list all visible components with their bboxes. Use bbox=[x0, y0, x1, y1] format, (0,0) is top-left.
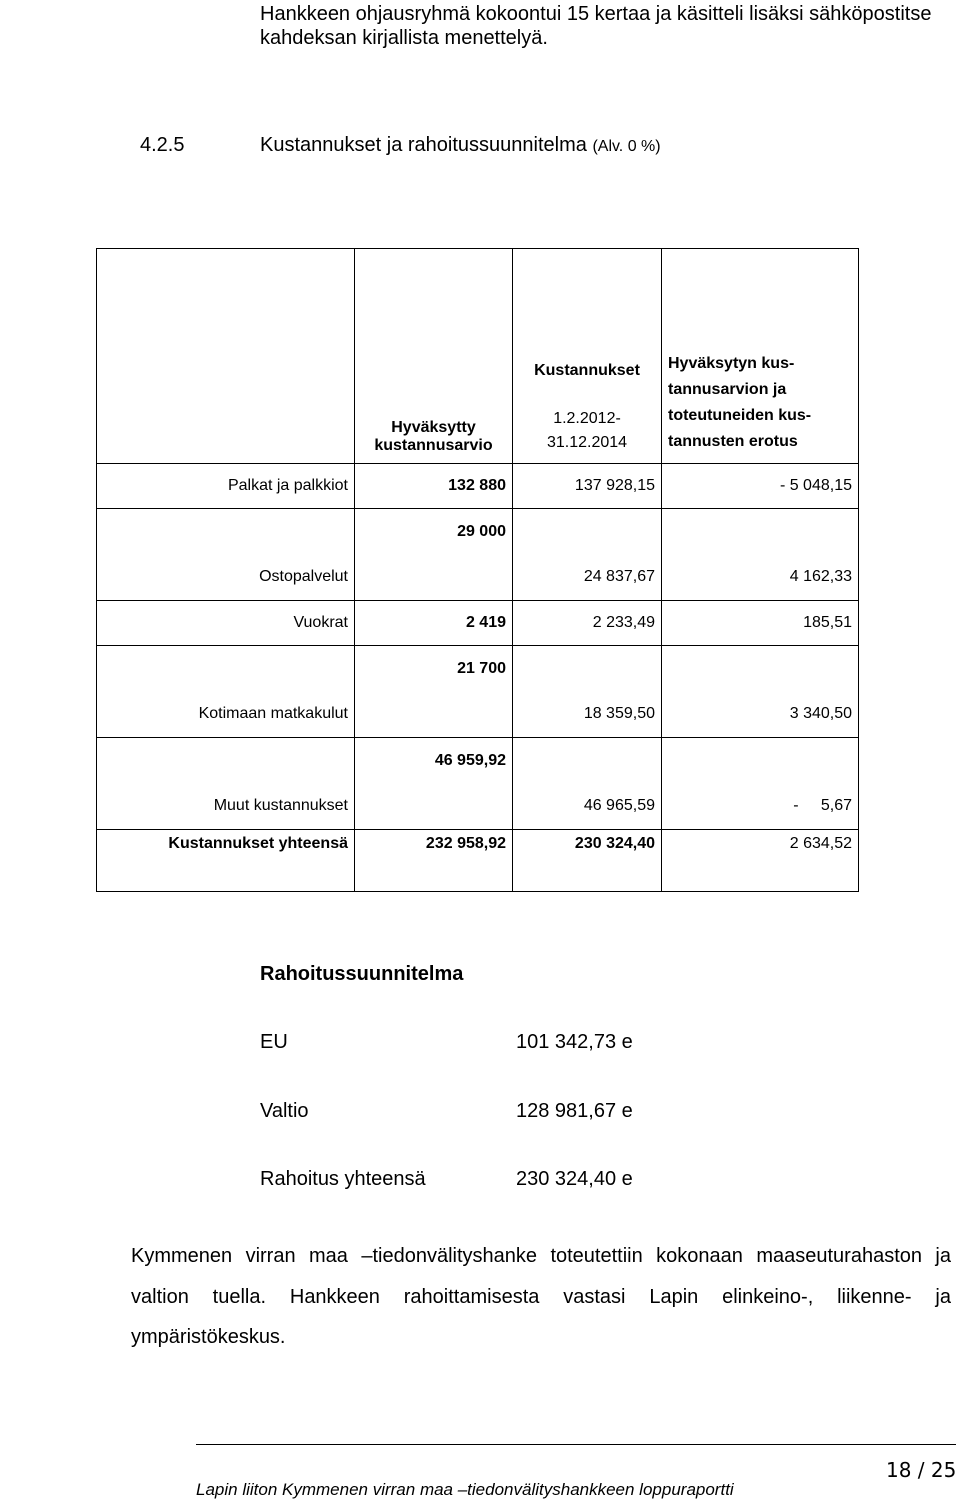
row-budget bbox=[355, 784, 513, 830]
row-diff: 4 162,33 bbox=[662, 555, 859, 601]
header-costs bbox=[513, 249, 662, 464]
total-costs: 230 324,40 bbox=[513, 830, 662, 892]
table-row bbox=[97, 738, 859, 784]
section-title: Kustannukset ja rahoitussuunnitelma bbox=[260, 134, 587, 156]
closing-paragraph: Kymmenen virran maa –tiedonvälityshanke toteutettiin kokonaan maaseuturahaston ja valtion tuella. Hankkeen rahoittamisesta vastasi Lapin elinkeino-, liikenne- ja ympäristökeskus. bbox=[131, 1245, 951, 1348]
financing-label-total: Rahoitus yhteensä bbox=[260, 1168, 426, 1190]
row-label bbox=[97, 509, 355, 555]
header-diff-line2: tannusarvion ja bbox=[668, 381, 787, 398]
header-costs-line3: 31.12.2014 bbox=[546, 434, 628, 451]
table-row bbox=[97, 646, 859, 692]
section-title-line bbox=[260, 134, 661, 157]
header-diff-line3: toteutuneiden kus- bbox=[668, 407, 812, 424]
header-costs-line2: 1.2.2012- bbox=[553, 410, 621, 427]
footer-divider bbox=[196, 1444, 956, 1445]
header-budget-line1: Hyväksytty bbox=[391, 419, 476, 436]
table-row bbox=[97, 601, 859, 646]
header-empty-cell bbox=[97, 249, 355, 464]
financing-value-valtio: 128 981,67 e bbox=[516, 1100, 633, 1122]
row-costs: 46 965,59 bbox=[513, 784, 662, 830]
row-diff bbox=[662, 738, 859, 784]
row-diff: - 5,67 bbox=[662, 784, 859, 830]
header-budget-line2: kustannusarvio bbox=[374, 437, 493, 454]
row-costs: 137 928,15 bbox=[513, 464, 662, 509]
row-label bbox=[97, 646, 355, 692]
row-diff bbox=[662, 509, 859, 555]
table-total-row bbox=[97, 830, 859, 892]
header-costs-line1: Kustannukset bbox=[534, 362, 640, 379]
financing-title: Rahoitussuunnitelma bbox=[260, 963, 464, 985]
table-row bbox=[97, 509, 859, 555]
financing-value-total: 230 324,40 e bbox=[516, 1168, 633, 1190]
total-budget: 232 958,92 bbox=[355, 830, 513, 892]
financing-label-valtio: Valtio bbox=[260, 1100, 309, 1122]
row-budget: 2 419 bbox=[355, 601, 513, 646]
header-diff-line1: Hyväksytyn kus- bbox=[668, 355, 795, 372]
row-label: Vuokrat bbox=[97, 601, 355, 646]
row-diff: - 5 048,15 bbox=[662, 464, 859, 509]
row-label: Palkat ja palkkiot bbox=[97, 464, 355, 509]
table-row bbox=[97, 692, 859, 738]
table-row bbox=[97, 464, 859, 509]
financing-value-eu: 101 342,73 e bbox=[516, 1031, 633, 1053]
row-costs bbox=[513, 738, 662, 784]
row-budget bbox=[355, 555, 513, 601]
costs-table bbox=[96, 248, 859, 892]
row-label: Muut kustannukset bbox=[97, 784, 355, 830]
header-budget bbox=[355, 249, 513, 464]
total-label: Kustannukset yhteensä bbox=[97, 830, 355, 892]
total-diff: 2 634,52 bbox=[662, 830, 859, 892]
row-costs: 18 359,50 bbox=[513, 692, 662, 738]
section-number: 4.2.5 bbox=[140, 134, 185, 156]
row-label: Ostopalvelut bbox=[97, 555, 355, 601]
page-number: 18 / 25 bbox=[886, 1458, 957, 1482]
vat-note: (Alv. 0 %) bbox=[592, 138, 661, 155]
row-costs: 24 837,67 bbox=[513, 555, 662, 601]
table-row bbox=[97, 555, 859, 601]
row-diff: 185,51 bbox=[662, 601, 859, 646]
table-header-row bbox=[97, 249, 859, 464]
row-label: Kotimaan matkakulut bbox=[97, 692, 355, 738]
table-row bbox=[97, 784, 859, 830]
row-costs: 2 233,49 bbox=[513, 601, 662, 646]
row-diff: 3 340,50 bbox=[662, 692, 859, 738]
row-label bbox=[97, 738, 355, 784]
row-costs bbox=[513, 646, 662, 692]
row-diff bbox=[662, 646, 859, 692]
row-costs bbox=[513, 509, 662, 555]
row-budget bbox=[355, 692, 513, 738]
row-budget: 21 700 bbox=[355, 646, 513, 692]
header-diff-line4: tannusten erotus bbox=[668, 433, 798, 450]
section-heading bbox=[0, 134, 960, 160]
row-budget: 29 000 bbox=[355, 509, 513, 555]
financing-label-eu: EU bbox=[260, 1031, 288, 1053]
header-diff bbox=[662, 249, 859, 464]
row-budget: 46 959,92 bbox=[355, 738, 513, 784]
footer-text: Lapin liiton Kymmenen virran maa –tiedonvälityshankkeen loppuraportti bbox=[196, 1480, 734, 1499]
row-budget: 132 880 bbox=[355, 464, 513, 509]
intro-paragraph: Hankkeen ohjausryhmä kokoontui 15 kertaa ja käsitteli lisäksi sähköpostitse kahdeksan kirjallista menettelyä. bbox=[260, 3, 932, 49]
